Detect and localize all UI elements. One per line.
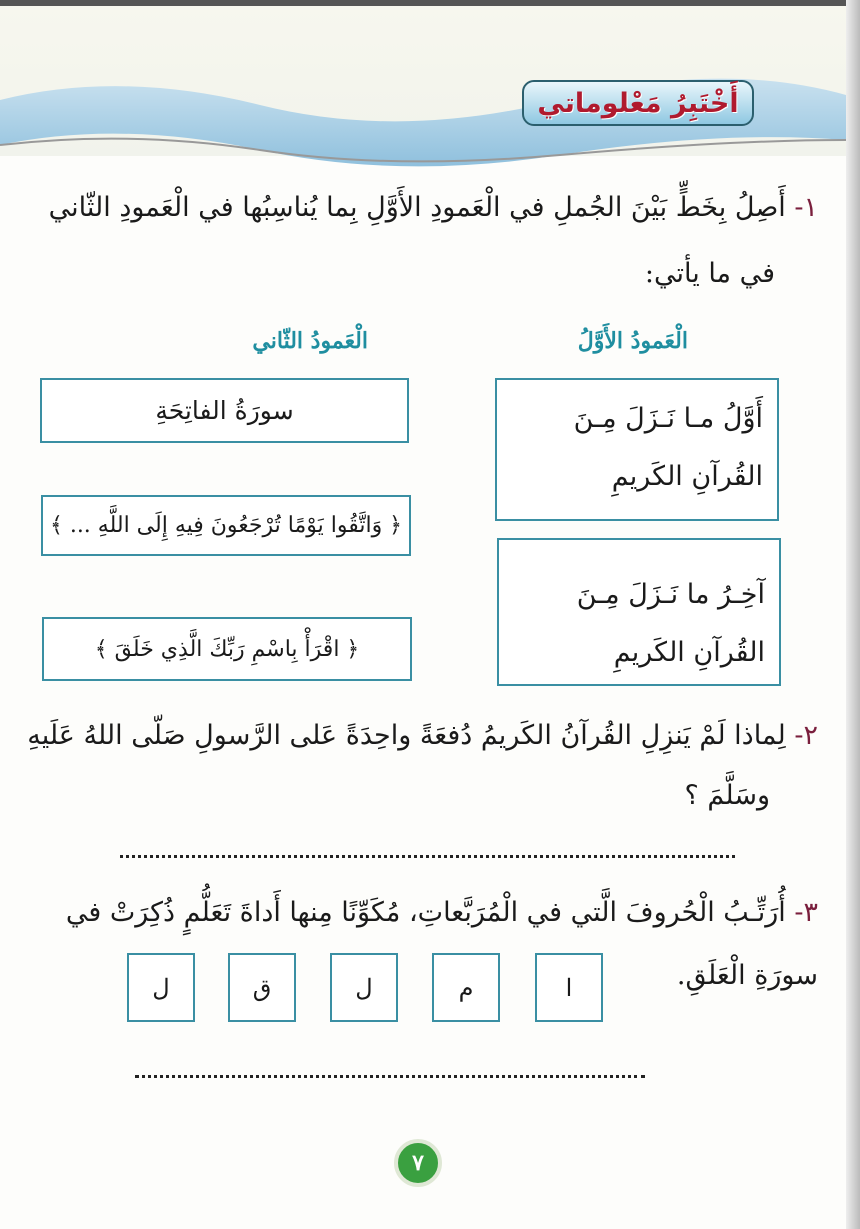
section-title-bubble [522, 80, 754, 126]
column-2-item[interactable]: ﴿ وَاتَّقُوا يَوْمًا تُرْجَعُونَ فِيهِ إِلَى اللَّهِ ... ﴾ [41, 495, 411, 556]
page-number: ٧ [394, 1139, 442, 1187]
column-1-item[interactable]: أَوَّلُ مـا نَـزَلَ مِـنَ القُرآنِ الكَريمِ [495, 378, 779, 521]
answer-line[interactable] [120, 855, 735, 858]
q1-line1 [49, 192, 818, 223]
q3-number: ٣- [794, 897, 818, 928]
letter-box: م [432, 953, 500, 1022]
q2-number: ٢- [794, 720, 818, 751]
scan-right-edge [846, 0, 860, 1229]
q3-line2: سورَةِ الْعَلَقِ. [676, 960, 818, 991]
letter-box: ل [127, 953, 195, 1022]
q2-text: لِماذا لَمْ يَنزِلِ القُرآنُ الكَريمُ دُفعَةً واحِدَةً عَلى الرَّسولِ صَلّى اللهُ عَلَيهِ [27, 720, 786, 751]
scan-top-edge [0, 0, 860, 6]
q3-text: أُرَتِّـبُ الْحُروفَ الَّتي في الْمُرَبَّعاتِ، مُكَوِّنًا مِنها أَداةَ تَعَلُّمٍ ذُكِرَتْ في [65, 897, 786, 928]
q3-line1 [66, 897, 818, 928]
q2-line2: وسَلَّمَ ؟ [684, 780, 770, 811]
column-2-item[interactable]: ﴿ اقْرَأْ بِاسْمِ رَبِّكَ الَّذِي خَلَقَ ﴾ [42, 617, 412, 681]
column-1-item[interactable]: آخِـرُ ما نَـزَلَ مِـنَ القُرآنِ الكَريمِ [497, 538, 781, 686]
answer-line[interactable] [135, 1075, 645, 1078]
q1-number: ١- [794, 192, 818, 223]
section-title: أَخْتَبِرُ مَعْلوماتي [537, 87, 739, 119]
column-2-header: الْعَمودُ الثّاني [252, 328, 368, 354]
q2-line1 [27, 720, 818, 751]
letter-box: ل [330, 953, 398, 1022]
q1-line2: في ما يأتي: [644, 258, 775, 289]
letter-box: ا [535, 953, 603, 1022]
letter-box: ق [228, 953, 296, 1022]
column-2-item[interactable]: سورَةُ الفاتِحَةِ [40, 378, 409, 443]
column-1-header: الْعَمودُ الأَوَّلُ [577, 328, 688, 354]
q1-text: أَصِلُ بِخَطٍّ بَيْنَ الجُملِ في الْعَمودِ الأَوَّلِ بِما يُناسِبُها في الْعَمودِ الثّاني [48, 192, 786, 223]
